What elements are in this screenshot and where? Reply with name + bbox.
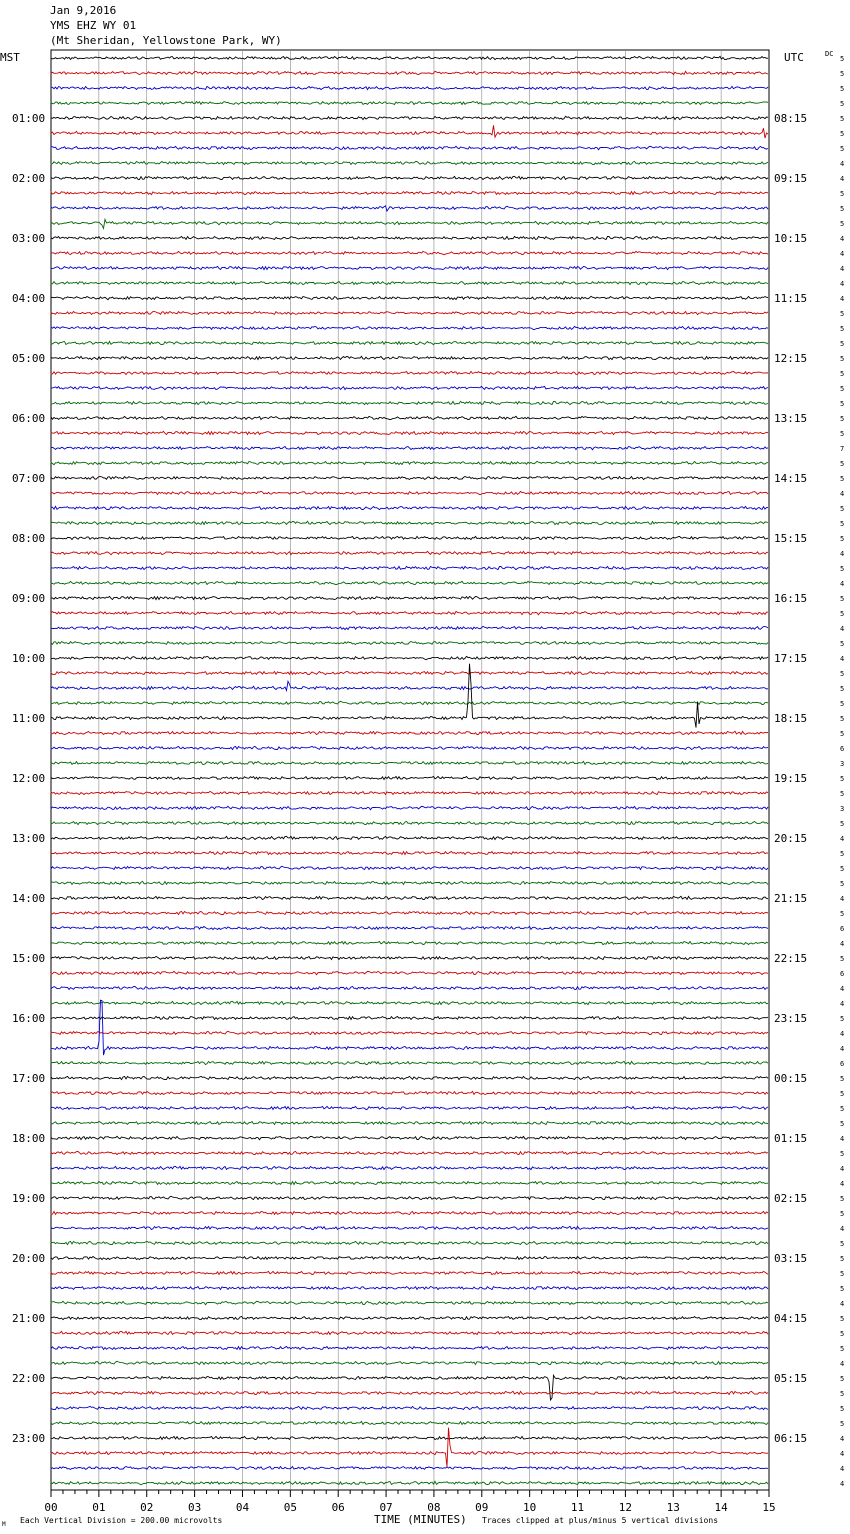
dc-offset-value: 5 — [840, 1255, 845, 1263]
dc-offset-value: 5 — [840, 145, 845, 153]
seismic-trace — [51, 1347, 768, 1350]
dc-offset-value: 5 — [840, 1345, 845, 1353]
left-hour-label: 07:00 — [12, 472, 46, 485]
x-tick-label: 02 — [140, 1501, 154, 1514]
right-hour-label: 19:15 — [774, 772, 808, 785]
seismic-trace — [51, 416, 768, 419]
dc-offset-value: 5 — [840, 1405, 845, 1413]
seismic-trace — [51, 1016, 768, 1019]
dc-offset-value: 5 — [840, 1015, 845, 1023]
seismic-trace — [51, 176, 768, 179]
dc-offset-value: 5 — [840, 1375, 845, 1383]
dc-offset-value: 5 — [840, 205, 845, 213]
dc-offset-value: 4 — [840, 250, 845, 258]
seismic-trace — [51, 761, 768, 764]
seismic-trace — [51, 1151, 768, 1154]
left-hour-label: 20:00 — [12, 1252, 46, 1265]
left-hour-label: 22:00 — [12, 1372, 46, 1385]
x-tick-label: 08 — [427, 1501, 441, 1514]
seismic-trace — [51, 1316, 768, 1319]
left-hour-label: 11:00 — [12, 712, 46, 725]
seismic-trace — [51, 266, 768, 269]
seismic-trace — [51, 1196, 768, 1199]
x-tick-label: 12 — [618, 1501, 633, 1514]
seismic-trace — [51, 251, 768, 254]
seismic-trace — [51, 1241, 768, 1244]
seismic-trace — [51, 1106, 768, 1109]
seismic-trace — [51, 731, 768, 734]
right-timezone-label: UTC — [784, 51, 804, 64]
seismic-trace — [51, 312, 768, 315]
x-tick-label: 04 — [235, 1501, 250, 1514]
seismic-trace — [51, 341, 768, 344]
dc-offset-value: 4 — [840, 655, 845, 663]
dc-offset-value: 5 — [840, 1090, 845, 1098]
seismic-trace — [51, 146, 768, 149]
seismic-trace — [51, 656, 768, 659]
dc-offset-value: 4 — [840, 1045, 845, 1053]
dc-offset-value: 4 — [840, 1450, 845, 1458]
seismic-trace — [51, 371, 768, 374]
dc-offset-value: 4 — [840, 1030, 845, 1038]
seismic-trace — [51, 86, 768, 89]
dc-offset-value: 5 — [840, 820, 845, 828]
dc-offset-value: 5 — [840, 460, 845, 468]
seismic-trace — [51, 296, 768, 299]
seismic-trace — [51, 566, 768, 569]
dc-offset-value: 4 — [840, 1480, 845, 1488]
left-hour-label: 13:00 — [12, 832, 46, 845]
seismic-trace — [51, 102, 768, 105]
dc-offset-value: 7 — [840, 445, 845, 453]
seismic-trace — [51, 896, 768, 899]
seismic-trace — [51, 56, 768, 59]
seismic-trace — [51, 1226, 768, 1229]
seismic-trace — [51, 881, 768, 884]
time-axis — [44, 1490, 775, 1514]
trace-group — [51, 56, 768, 1484]
right-hour-label: 01:15 — [774, 1132, 808, 1145]
seismic-trace — [51, 206, 768, 211]
dc-offset-value: 5 — [840, 70, 845, 78]
right-hour-label: 18:15 — [774, 712, 808, 725]
dc-offset-value: 4 — [840, 625, 845, 633]
seismic-trace — [51, 1361, 768, 1364]
dc-offset-value: 4 — [840, 895, 845, 903]
seismic-trace — [51, 161, 768, 164]
dc-offset-value: 4 — [840, 280, 845, 288]
seismic-trace — [51, 671, 768, 674]
dc-offset-value: 5 — [840, 1270, 845, 1278]
dc-offset-value: 5 — [840, 85, 845, 93]
dc-offset-value: 5 — [840, 1330, 845, 1338]
dc-offset-value: 5 — [840, 1390, 845, 1398]
right-hour-label: 09:15 — [774, 172, 808, 185]
seismic-trace — [51, 1181, 768, 1184]
dc-column-label: DC — [825, 50, 834, 58]
seismic-trace — [51, 1466, 768, 1469]
dc-offset-value: 5 — [840, 310, 845, 318]
dc-offset-value: 5 — [840, 505, 845, 513]
seismic-trace — [51, 477, 768, 480]
dc-offset-value: 5 — [840, 685, 845, 693]
dc-offset-value: 5 — [840, 670, 845, 678]
seismic-trace — [51, 1436, 768, 1439]
dc-offset-value: 5 — [840, 880, 845, 888]
dc-offset-value: 4 — [840, 940, 845, 948]
left-hour-label: 12:00 — [12, 772, 46, 785]
seismic-trace — [51, 1121, 768, 1124]
left-hour-label: 23:00 — [12, 1432, 46, 1445]
seismic-trace — [51, 356, 768, 359]
right-hour-label: 13:15 — [774, 412, 808, 425]
dc-offset-value: 4 — [840, 580, 845, 588]
seismic-trace — [51, 386, 768, 389]
seismic-trace — [51, 1256, 768, 1259]
dc-offset-value: 5 — [840, 385, 845, 393]
x-tick-label: 09 — [475, 1501, 489, 1514]
right-hour-label: 23:15 — [774, 1012, 808, 1025]
left-hour-label: 21:00 — [12, 1312, 46, 1325]
seismic-trace — [51, 536, 768, 539]
left-hour-label: 09:00 — [12, 592, 46, 605]
seismic-trace — [51, 681, 768, 690]
x-tick-label: 06 — [331, 1501, 345, 1514]
right-hour-label: 12:15 — [774, 352, 808, 365]
station-code: YMS EHZ WY 01 — [50, 19, 137, 32]
seismic-trace — [51, 791, 768, 794]
seismic-trace — [51, 326, 768, 329]
dc-offset-value: 5 — [840, 565, 845, 573]
x-axis-title: TIME (MINUTES) — [374, 1513, 467, 1526]
right-hour-label: 05:15 — [774, 1372, 808, 1385]
seismic-trace — [51, 746, 768, 749]
dc-offset-value: 5 — [840, 55, 845, 63]
seismic-trace — [51, 642, 768, 645]
dc-offset-value: 5 — [840, 370, 845, 378]
dc-offset-value: 5 — [840, 130, 845, 138]
left-timezone-label: MST — [0, 51, 20, 64]
right-hour-label: 17:15 — [774, 652, 808, 665]
dc-offset-value: 4 — [840, 1225, 845, 1233]
dc-offset-value: 5 — [840, 220, 845, 228]
dc-offset-value: 4 — [840, 490, 845, 498]
dc-offset-value: 4 — [840, 235, 845, 243]
seismic-trace — [51, 491, 768, 494]
seismic-trace — [51, 971, 768, 974]
seismic-trace — [51, 71, 768, 74]
plot-grid — [51, 50, 769, 1490]
right-hour-label: 03:15 — [774, 1252, 808, 1265]
x-tick-label: 00 — [44, 1501, 58, 1514]
seismic-trace — [51, 1301, 768, 1304]
dc-offset-value: 5 — [840, 1315, 845, 1323]
dc-offset-value: 4 — [840, 160, 845, 168]
dc-offset-value: 4 — [840, 1165, 845, 1173]
seismic-trace — [51, 446, 768, 449]
dc-offset-value: 4 — [840, 985, 845, 993]
seismic-trace — [51, 191, 768, 194]
dc-offset-value: 4 — [840, 1465, 845, 1473]
corner-mark: M — [2, 1521, 6, 1528]
dc-offset-value: 4 — [840, 175, 845, 183]
seismic-trace — [51, 461, 768, 464]
dc-offset-value: 4 — [840, 265, 845, 273]
dc-offset-value: 5 — [840, 865, 845, 873]
seismic-trace — [51, 281, 768, 284]
seismic-trace — [51, 986, 768, 989]
x-tick-label: 01 — [92, 1501, 106, 1514]
left-hour-label: 02:00 — [12, 172, 46, 185]
dc-offset-value: 5 — [840, 1195, 845, 1203]
seismic-trace — [51, 836, 768, 839]
seismic-trace — [51, 1391, 768, 1394]
x-tick-label: 05 — [283, 1501, 297, 1514]
dc-offset-value: 5 — [840, 355, 845, 363]
dc-offset-value: 4 — [840, 295, 845, 303]
dc-offset-value: 4 — [840, 1180, 845, 1188]
seismic-trace — [51, 911, 768, 914]
left-hour-label: 10:00 — [12, 652, 46, 665]
chart-date: Jan 9,2016 — [50, 4, 117, 17]
dc-offset-value: 5 — [840, 415, 845, 423]
dc-offset-value: 5 — [840, 340, 845, 348]
dc-offset-value: 4 — [840, 1435, 845, 1443]
dc-offset-value: 5 — [840, 535, 845, 543]
dc-offset-value: 4 — [840, 1000, 845, 1008]
seismic-trace — [51, 1271, 768, 1274]
dc-offset-column — [840, 55, 844, 1488]
dc-offset-value: 4 — [840, 1300, 845, 1308]
dc-offset-value: 6 — [840, 1060, 845, 1068]
left-hour-label: 05:00 — [12, 352, 46, 365]
dc-offset-value: 5 — [840, 730, 845, 738]
left-hour-label: 04:00 — [12, 292, 46, 305]
dc-offset-value: 5 — [840, 1075, 845, 1083]
dc-offset-value: 3 — [840, 760, 845, 768]
seismic-trace — [51, 1481, 768, 1484]
dc-offset-value: 5 — [840, 850, 845, 858]
dc-offset-value: 5 — [840, 190, 845, 198]
seismic-trace — [51, 866, 768, 869]
right-hour-label: 16:15 — [774, 592, 808, 605]
seismic-trace — [51, 1428, 768, 1467]
x-tick-label: 07 — [379, 1501, 393, 1514]
seismic-trace — [51, 626, 768, 629]
seismic-trace — [51, 219, 768, 228]
left-hour-label: 18:00 — [12, 1132, 46, 1145]
dc-offset-value: 6 — [840, 745, 845, 753]
right-hour-label: 21:15 — [774, 892, 808, 905]
left-hour-label: 14:00 — [12, 892, 46, 905]
right-hour-label: 00:15 — [774, 1072, 808, 1085]
x-tick-label: 13 — [666, 1501, 680, 1514]
left-hour-label: 16:00 — [12, 1012, 46, 1025]
seismic-trace — [51, 1091, 768, 1094]
seismic-trace — [51, 1331, 768, 1334]
x-tick-label: 11 — [570, 1501, 585, 1514]
dc-offset-value: 3 — [840, 805, 845, 813]
x-tick-label: 10 — [523, 1501, 537, 1514]
right-hour-label: 06:15 — [774, 1432, 808, 1445]
right-hour-label: 02:15 — [774, 1192, 808, 1205]
dc-offset-value: 4 — [840, 835, 845, 843]
seismic-trace — [51, 1001, 768, 1004]
dc-offset-value: 5 — [840, 955, 845, 963]
left-hour-label: 01:00 — [12, 112, 46, 125]
dc-offset-value: 6 — [840, 970, 845, 978]
dc-offset-value: 5 — [840, 520, 845, 528]
seismic-trace — [51, 776, 768, 779]
dc-offset-value: 5 — [840, 1210, 845, 1218]
seismic-trace — [51, 821, 768, 824]
x-tick-label: 14 — [714, 1501, 728, 1514]
dc-offset-value: 4 — [840, 1360, 845, 1368]
left-hour-label: 15:00 — [12, 952, 46, 965]
x-tick-label: 15 — [762, 1501, 776, 1514]
seismic-trace — [51, 401, 768, 404]
dc-offset-value: 5 — [840, 715, 845, 723]
dc-offset-value: 5 — [840, 325, 845, 333]
plot-frame — [51, 50, 769, 1490]
seismic-trace — [51, 956, 768, 959]
right-hour-label: 04:15 — [774, 1312, 808, 1325]
seismic-trace — [51, 1031, 768, 1034]
seismic-trace — [51, 1421, 768, 1424]
seismic-trace — [51, 116, 768, 119]
seismic-trace — [51, 701, 768, 704]
seismic-trace — [51, 551, 768, 554]
seismic-trace — [51, 431, 768, 434]
seismic-trace — [51, 1076, 768, 1079]
seismic-trace — [51, 506, 768, 509]
dc-offset-value: 5 — [840, 790, 845, 798]
right-hour-label: 15:15 — [774, 532, 808, 545]
clip-note: Traces clipped at plus/minus 5 vertical divisions — [482, 1516, 719, 1525]
seismic-trace — [51, 596, 768, 599]
seismic-trace — [51, 125, 768, 138]
seismic-trace — [51, 521, 768, 524]
scale-note: Each Vertical Division = 200.00 microvolts — [20, 1516, 223, 1525]
seismic-trace — [51, 806, 768, 809]
seismic-trace — [51, 1406, 768, 1409]
dc-offset-value: 5 — [840, 1420, 845, 1428]
dc-offset-value: 5 — [840, 640, 845, 648]
dc-offset-value: 6 — [840, 925, 845, 933]
dc-offset-value: 5 — [840, 595, 845, 603]
right-hour-label: 08:15 — [774, 112, 808, 125]
dc-offset-value: 5 — [840, 700, 845, 708]
left-hour-label: 17:00 — [12, 1072, 46, 1085]
seismic-trace — [51, 1061, 768, 1064]
dc-offset-value: 5 — [840, 475, 845, 483]
dc-offset-value: 5 — [840, 775, 845, 783]
seismic-trace — [51, 926, 768, 929]
dc-offset-value: 5 — [840, 1120, 845, 1128]
dc-offset-value: 5 — [840, 1150, 845, 1158]
left-hour-label: 19:00 — [12, 1192, 46, 1205]
right-hour-label: 20:15 — [774, 832, 808, 845]
dc-offset-value: 5 — [840, 910, 845, 918]
right-hour-label: 14:15 — [774, 472, 808, 485]
seismic-trace — [51, 236, 768, 239]
seismic-trace — [51, 1375, 768, 1400]
right-hour-label: 22:15 — [774, 952, 808, 965]
seismic-trace — [51, 581, 768, 584]
seismic-trace — [51, 1166, 768, 1169]
right-hour-label: 10:15 — [774, 232, 808, 245]
seismic-trace — [51, 1211, 768, 1214]
dc-offset-value: 5 — [840, 400, 845, 408]
seismic-trace — [51, 1287, 768, 1290]
station-location: (Mt Sheridan, Yellowstone Park, WY) — [50, 34, 282, 47]
dc-offset-value: 5 — [840, 115, 845, 123]
seismic-trace — [51, 1136, 768, 1139]
seismic-trace — [51, 611, 768, 614]
seismic-trace — [51, 941, 768, 944]
dc-offset-value: 5 — [840, 430, 845, 438]
seismic-trace — [51, 1000, 768, 1055]
left-hour-label: 08:00 — [12, 532, 46, 545]
dc-offset-value: 5 — [840, 100, 845, 108]
dc-offset-value: 5 — [840, 1105, 845, 1113]
left-hour-label: 03:00 — [12, 232, 46, 245]
dc-offset-value: 4 — [840, 1135, 845, 1143]
dc-offset-value: 4 — [840, 550, 845, 558]
dc-offset-value: 5 — [840, 1285, 845, 1293]
x-tick-label: 03 — [187, 1501, 202, 1514]
seismic-trace — [51, 851, 768, 854]
right-hour-label: 11:15 — [774, 292, 808, 305]
dc-offset-value: 5 — [840, 1240, 845, 1248]
dc-offset-value: 5 — [840, 610, 845, 618]
left-hour-label: 06:00 — [12, 412, 46, 425]
